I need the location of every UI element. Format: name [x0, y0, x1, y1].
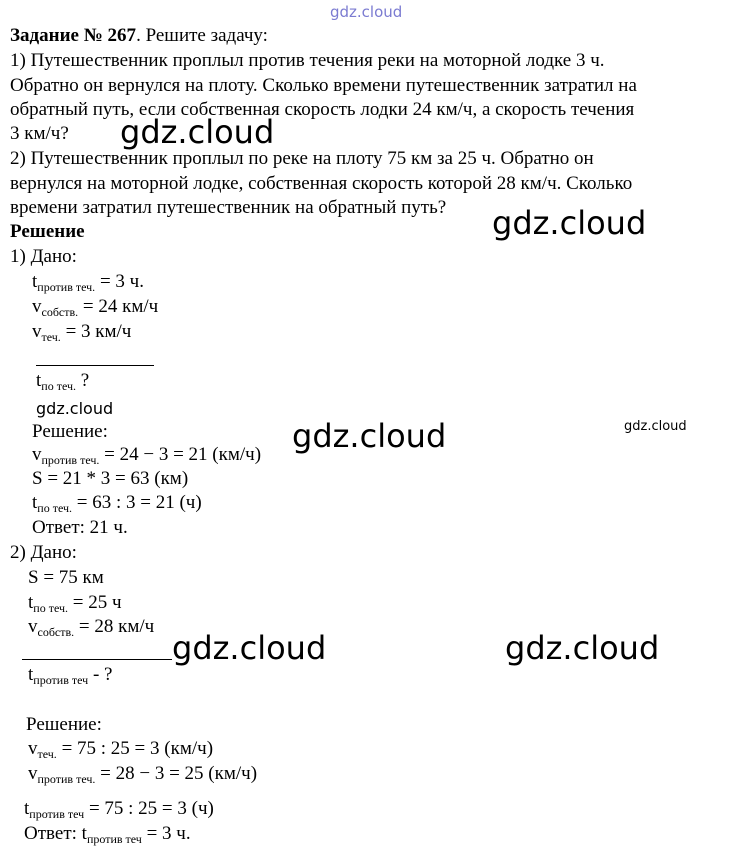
- part1-step-1: $v_{против теч.} = 24 - 3 = 21$ (км/ч): [32, 444, 262, 467]
- part1-answer: Ответ: 21 ч.: [32, 517, 128, 538]
- watermark-3: gdz.cloud: [292, 417, 447, 455]
- problem-line-4: 3 км/ч?: [10, 123, 69, 144]
- problem-line-7: времени затратил путешественник на обратный путь?: [10, 197, 447, 218]
- part1-given-t-against: $t_{против теч.} = 3$ ч.: [32, 271, 144, 294]
- problem-line-5: 2) Путешественник проплыл по реке на плоту 75 км за 25 ч. Обратно он: [10, 148, 594, 169]
- part1-given-label: 1) Дано:: [10, 246, 77, 267]
- part1-find: $t_{по теч.}$ ?: [36, 370, 90, 393]
- part2-given-s: S = 75 км: [28, 567, 104, 588]
- watermark-small-left: gdz.cloud: [36, 399, 114, 418]
- task-number: Задание № 267: [10, 25, 137, 46]
- part1-step-3: $t_{по теч.} = 63$ : 3 = 21 (ч): [32, 492, 202, 515]
- part2-given-t-with: $t_{по теч.} = 25$ ч: [28, 592, 122, 615]
- part2-step-2: $v_{против теч.} = 28 - 3 = 25$ (км/ч): [28, 763, 258, 786]
- part2-given-label: 2) Дано:: [10, 542, 77, 563]
- part2-step-3: $t_{против теч} = 75$ : 25 = 3 (ч): [24, 798, 214, 821]
- part1-step-2: S = 21 * 3 = 63 (км): [32, 468, 189, 489]
- watermark-4: gdz.cloud: [624, 419, 687, 434]
- task-instruction: . Решите задачу:: [136, 25, 268, 46]
- part2-step-1: $v_{теч.} = 75$ : 25 = 3 (км/ч): [28, 738, 214, 761]
- task-title: [10, 24, 268, 48]
- watermark-2: gdz.cloud: [492, 204, 647, 242]
- part2-given-v-own: $v_{собств.} = 28$ км/ч: [28, 616, 155, 639]
- part2-find: $t_{против теч}$ - ?: [28, 664, 113, 687]
- watermark-1: gdz.cloud: [120, 113, 275, 151]
- part2-answer: Ответ: $t_{против теч} = 3$ ч.: [24, 823, 191, 846]
- part1-divider: [36, 365, 154, 366]
- part1-given-v-current: $v_{теч.} = 3$ км/ч: [32, 321, 132, 344]
- part2-solution-label: Решение:: [26, 714, 102, 735]
- problem-line-6: вернулся на моторной лодке, собственная скорость которой 28 км/ч. Сколько: [10, 173, 633, 194]
- watermark-5: gdz.cloud: [172, 629, 327, 667]
- part2-divider: [22, 659, 172, 660]
- watermark-6: gdz.cloud: [505, 629, 660, 667]
- problem-line-3: обратный путь, если собственная скорость лодки 24 км/ч, а скорость течения: [10, 99, 635, 120]
- watermark-top: gdz.cloud: [330, 3, 403, 21]
- solution-heading: Решение: [10, 221, 85, 242]
- part1-given-v-own: $v_{собств.} = 24$ км/ч: [32, 296, 159, 319]
- part1-solution-label: Решение:: [32, 421, 108, 442]
- problem-line-1: 1) Путешественник проплыл против течения реки на моторной лодке 3 ч.: [10, 50, 605, 71]
- problem-line-2: Обратно он вернулся на плоту. Сколько времени путешественник затратил на: [10, 75, 637, 96]
